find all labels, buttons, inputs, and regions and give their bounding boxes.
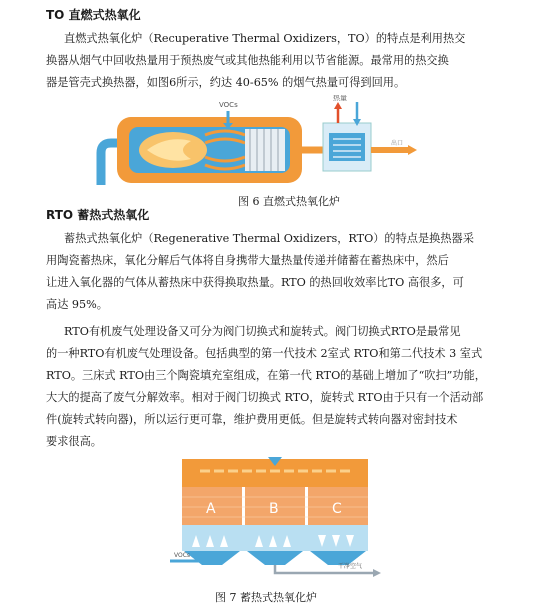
paragraph-line: 直燃式热氧化炉（Recuperative Thermal Oxidizers，TO）的特点是利用热交 [64, 32, 466, 45]
paragraph-line: 蓄热式热氧化炉（Regenerative Thermal Oxidizers，RTO）的特点是换热器采 [64, 232, 474, 245]
paragraph-line: RTO有机废气处理设备又可分为阀门切换式和旋转式。阀门切换式RTO是最常见 [64, 325, 461, 338]
section-heading-to: TO 直燃式热氧化 [46, 8, 141, 22]
chamber-label-c: C [332, 501, 342, 517]
paragraph-line: 换器从烟气中回收热量用于预热废气或其他热能利用以节省能源。最常用的热交换 [46, 54, 449, 67]
outlet-arrow-icon [373, 569, 381, 577]
heat-label: 热量 [333, 95, 347, 102]
paragraph-line: 要求很高。 [46, 435, 102, 448]
hopper-b [247, 551, 303, 565]
figure-6-diagram [95, 95, 440, 190]
vocs-label: VOCs [219, 101, 238, 109]
chamber-label-b: B [269, 501, 279, 517]
figure-7-diagram [170, 457, 385, 577]
section-heading-rto: RTO 蓄热式热氧化 [46, 208, 150, 222]
paragraph-line: 件(旋转式转向器)，所以运行更可靠，维护费用更低。但是旋转式转向器对密封技术 [46, 413, 458, 426]
clean-air-label: 干净空气 [338, 563, 363, 570]
paragraph-line: 的一种RTO有机废气处理设备。包括典型的第一代技术 2室式 RTO和第二代技术 3 室式 [46, 347, 483, 360]
paragraph-line: 让进入氧化器的气体从蓄热床中获得换取热量。RTO 的热回收效率比TO 高很多，可 [46, 276, 464, 289]
paragraph-line: 高达 95%。 [46, 298, 108, 311]
paragraph-line: 用陶瓷蓄热床，氧化分解后气体将自身携带大量热量传递并储蓄在蓄热床中，然后 [46, 254, 449, 267]
figure-6-caption: 图 6 直燃式热氧化炉 [238, 195, 340, 208]
outlet-label: 出口 [391, 140, 404, 147]
vocs-label: VOCs [174, 552, 191, 559]
hopper-a [184, 551, 240, 565]
paragraph-line: RTO。三床式 RTO由三个陶瓷填充室组成，在第一代 RTO的基础上增加了“吹扫”功能， [46, 369, 486, 382]
chamber-label-a: A [206, 501, 216, 517]
outlet-arrow-icon [408, 145, 417, 155]
heat-out-arrow-icon [334, 102, 342, 109]
paragraph-line: 大大的提高了废气分解效率。相对于阀门切换式 RTO，旋转式 RTO由于只有一个活动部 [46, 391, 484, 404]
figure-7-caption: 图 7 蓄热式热氧化炉 [215, 591, 317, 604]
heat-exchanger [245, 129, 285, 171]
paragraph-line: 器是管壳式换热器，如图6所示，约达 40-65% 的烟气热量可得到回用。 [46, 76, 406, 89]
